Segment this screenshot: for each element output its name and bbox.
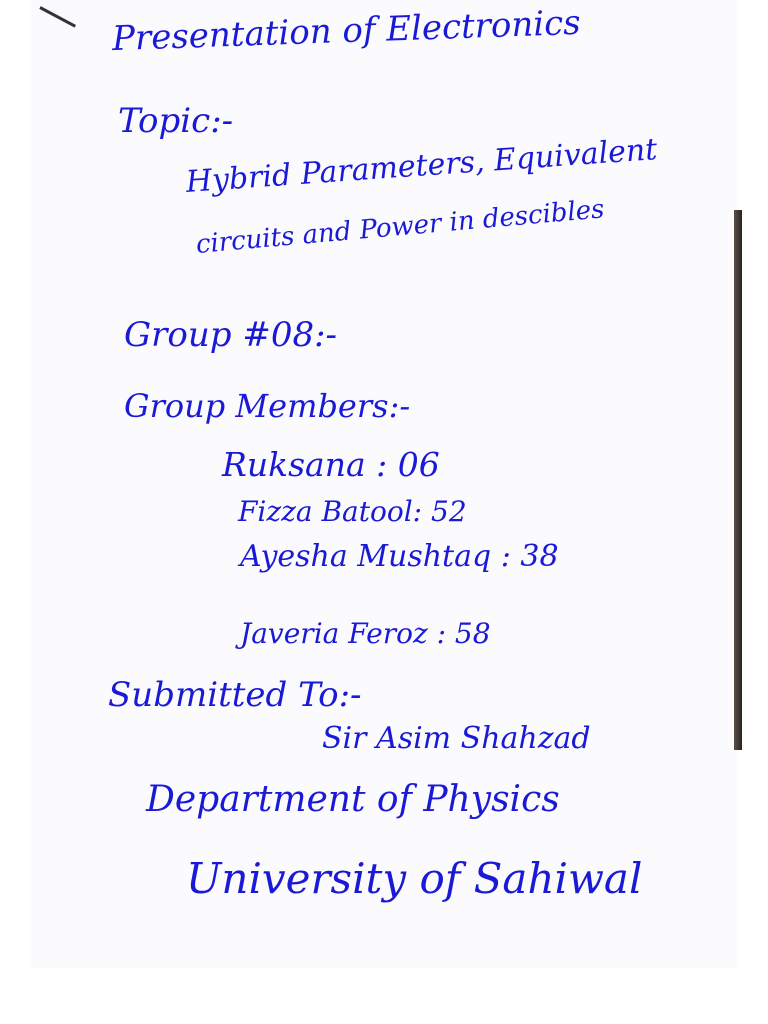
topic-line-2: circuits and Power in descibles bbox=[194, 194, 606, 260]
teacher-name: Sir Asim Shahzad bbox=[322, 721, 591, 756]
member-item: Fizza Batool: 52 bbox=[238, 495, 467, 528]
page-edge-shadow bbox=[734, 210, 742, 750]
group-label: Group #08:- bbox=[124, 315, 338, 355]
university-name: University of Sahiwal bbox=[186, 854, 643, 903]
department-name: Department of Physics bbox=[146, 779, 560, 820]
member-item: Ruksana : 06 bbox=[222, 445, 440, 484]
members-label: Group Members:- bbox=[124, 387, 411, 425]
member-item: Javeria Feroz : 58 bbox=[240, 617, 491, 650]
submitted-to-label: Submitted To:- bbox=[108, 675, 362, 715]
topic-label: Topic:- bbox=[118, 101, 234, 141]
document-title: Presentation of Electronics bbox=[111, 2, 582, 60]
topic-line-1: Hybrid Parameters, Equivalent bbox=[184, 132, 659, 200]
member-item: Ayesha Mushtaq : 38 bbox=[240, 539, 559, 574]
